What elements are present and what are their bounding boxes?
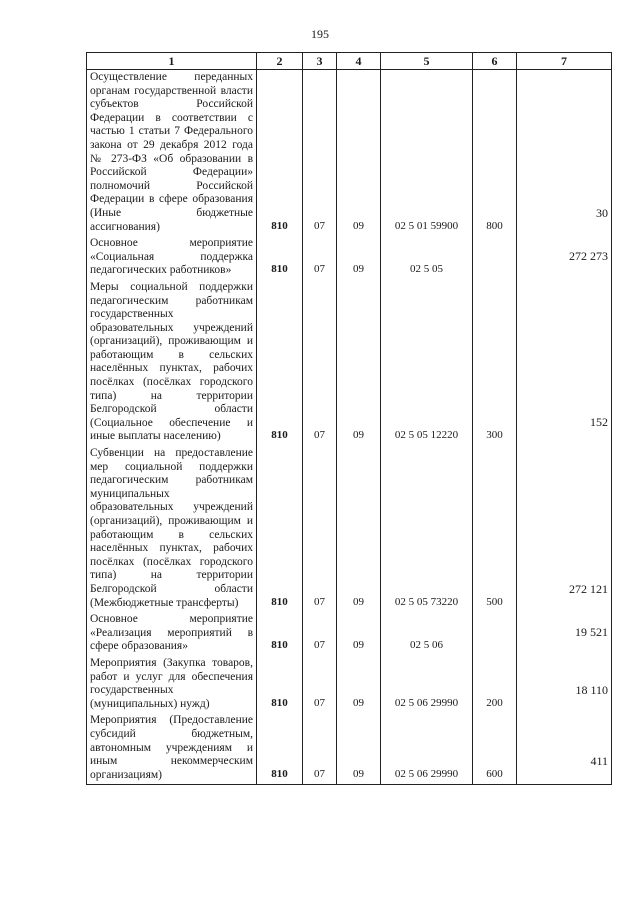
row-amount: 272 121 [569, 581, 608, 596]
row-section-code: 07 [303, 236, 337, 280]
row-ministry-code: 810 [257, 280, 303, 446]
row-amount: 411 [590, 753, 608, 768]
row-amount: 152 [590, 415, 608, 430]
row-section-code: 07 [303, 446, 337, 612]
row-target-code: 02 5 01 59900 [381, 70, 473, 237]
table-row [87, 656, 612, 713]
row-ministry-code: 810 [257, 713, 303, 784]
row-expense-type: 200 [473, 656, 517, 713]
budget-table [86, 52, 612, 785]
row-expense-type: 500 [473, 446, 517, 612]
header-col-5: 5 [381, 53, 473, 70]
row-amount: 30 [596, 205, 608, 220]
row-amount-cell [517, 713, 612, 784]
header-col-7: 7 [517, 53, 612, 70]
row-description: Мероприятия (Предоставление субсидий бюджетным, автономным учреждениям и иным некоммерческим организациям) [87, 713, 257, 784]
row-amount: 272 273 [569, 249, 608, 264]
row-subsection-code: 09 [337, 280, 381, 446]
row-description: Осуществление переданных органам государственной власти субъектов Российской Федерации в соответствии с частью 1 статьи 7 Федерального закона от 29 декабря 2012 года № 273-ФЗ «Об образовании в Российской Федерации» полномочий Российской Федерации в сфере образования (Иные бюджетные ассигнования) [87, 70, 257, 237]
row-description: Основное мероприятие «Социальная поддержка педагогических работников» [87, 236, 257, 280]
row-description: Основное мероприятие «Реализация мероприятий в сфере образования» [87, 612, 257, 656]
row-amount-cell [517, 446, 612, 612]
row-ministry-code: 810 [257, 656, 303, 713]
row-expense-type: 800 [473, 70, 517, 237]
row-amount-cell [517, 236, 612, 280]
row-ministry-code: 810 [257, 70, 303, 237]
table-row [87, 446, 612, 612]
table-row [87, 70, 612, 237]
row-description: Меры социальной поддержки педагогическим работникам государственных образовательных учреждений (организаций), проживающим и работающим в сельских населённых пунктах, рабочих посёлках (посёлках городского типа) на территории Белгородской области (Социальное обеспечение и иные выплаты населению) [87, 280, 257, 446]
row-section-code: 07 [303, 280, 337, 446]
row-subsection-code: 09 [337, 446, 381, 612]
table-row [87, 236, 612, 280]
header-col-2: 2 [257, 53, 303, 70]
row-amount-cell [517, 70, 612, 237]
row-amount-cell [517, 656, 612, 713]
row-ministry-code: 810 [257, 612, 303, 656]
table-header-row [87, 53, 612, 70]
row-description: Субвенции на предоставление мер социальной поддержки педагогическим работникам муниципальных образовательных учреждений (организаций), проживающим и работающим в сельских населённых пунктах, рабочих посёлках (посёлках городского типа) на территории Белгородской области (Межбюджетные трансферты) [87, 446, 257, 612]
row-target-code: 02 5 06 [381, 612, 473, 656]
row-section-code: 07 [303, 70, 337, 237]
row-amount: 19 521 [575, 625, 608, 640]
row-target-code: 02 5 05 73220 [381, 446, 473, 612]
header-col-6: 6 [473, 53, 517, 70]
header-col-4: 4 [337, 53, 381, 70]
row-subsection-code: 09 [337, 612, 381, 656]
row-amount: 18 110 [575, 682, 608, 697]
row-subsection-code: 09 [337, 713, 381, 784]
table-row [87, 280, 612, 446]
row-section-code: 07 [303, 713, 337, 784]
row-target-code: 02 5 06 29990 [381, 713, 473, 784]
row-ministry-code: 810 [257, 446, 303, 612]
row-target-code: 02 5 05 12220 [381, 280, 473, 446]
table-row [87, 612, 612, 656]
row-subsection-code: 09 [337, 656, 381, 713]
row-description: Мероприятия (Закупка товаров, работ и услуг для обеспечения государственных (муниципальных) нужд) [87, 656, 257, 713]
row-ministry-code: 810 [257, 236, 303, 280]
row-expense-type [473, 612, 517, 656]
row-amount-cell [517, 280, 612, 446]
header-col-3: 3 [303, 53, 337, 70]
row-target-code: 02 5 06 29990 [381, 656, 473, 713]
row-amount-cell [517, 612, 612, 656]
table-row [87, 713, 612, 784]
row-expense-type: 300 [473, 280, 517, 446]
header-col-1: 1 [87, 53, 257, 70]
row-expense-type: 600 [473, 713, 517, 784]
row-subsection-code: 09 [337, 236, 381, 280]
row-subsection-code: 09 [337, 70, 381, 237]
row-section-code: 07 [303, 656, 337, 713]
row-expense-type [473, 236, 517, 280]
row-target-code: 02 5 05 [381, 236, 473, 280]
page-number: 195 [311, 27, 329, 41]
row-section-code: 07 [303, 612, 337, 656]
